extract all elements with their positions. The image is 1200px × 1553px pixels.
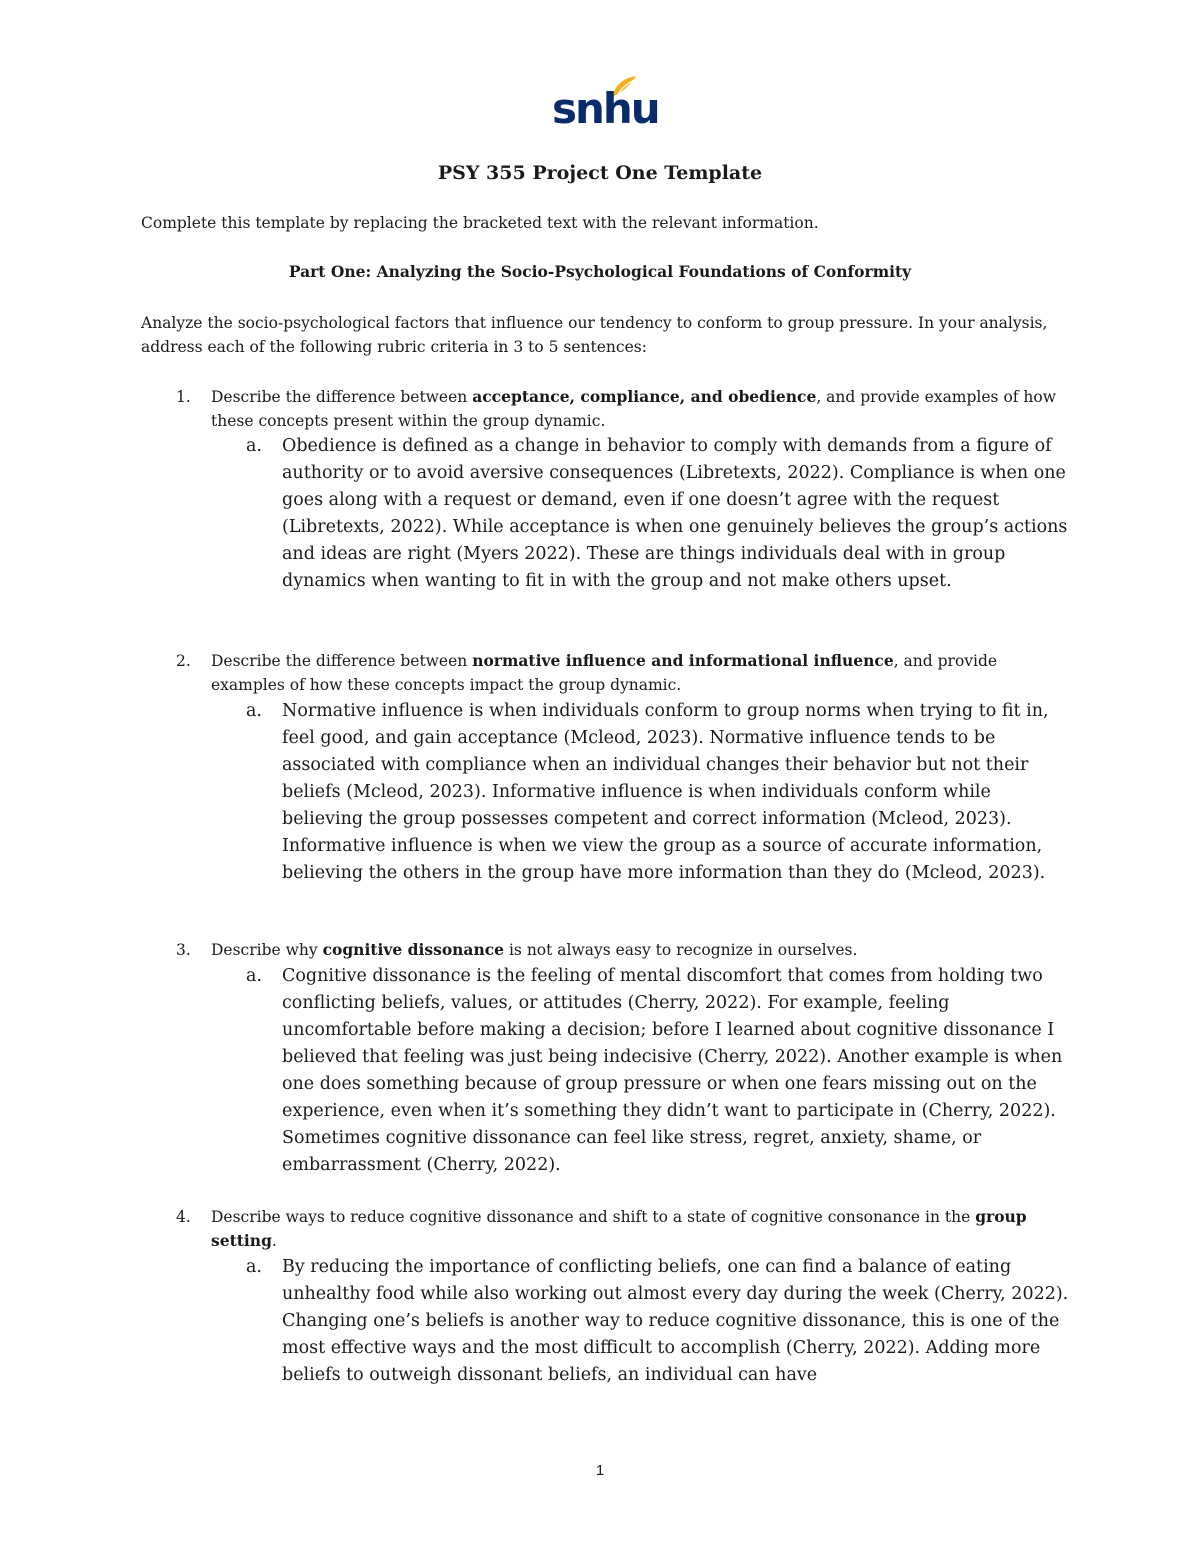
list-item-prompt: Describe ways to reduce cognitive dissonance and shift to a state of cognitive consonance in the group setting. bbox=[211, 1207, 1027, 1250]
item-number: 4. bbox=[176, 1208, 191, 1226]
answer-text: By reducing the importance of conflicting beliefs, one can find a balance of eating unhealthy food while also working out almost every day during the week (Cherry, 2022). Changing one’s beliefs is another way to reduce cognitive dissonance, this is one of the most effective ways and the most difficult to accomplish (Cherry, 2022). Adding more beliefs to outweigh dissonant beliefs, an individual can have bbox=[282, 1257, 1069, 1385]
sub-item-letter: a. bbox=[246, 966, 262, 986]
answer-text: Cognitive dissonance is the feeling of mental discomfort that comes from holding two conflicting beliefs, values, or attitudes (Cherry, 2022). For example, feeling uncomfortable before making a decision; before I learned about cognitive dissonance I believed that feeling was just being indecisive (Cherry, 2022). Another example is when one does something because of group pressure or when one fears missing out on the experience, even when it’s something they didn’t want to participate in (Cherry, 2022). Sometimes cognitive dissonance can feel like stress, regret, anxiety, shame, or embarrassment (Cherry, 2022). bbox=[282, 966, 1063, 1175]
list-item-prompt: Describe the difference between normative influence and informational influence, and provide examples of how these concepts impact the group dynamic. bbox=[211, 651, 998, 694]
instructions: Complete this template by replacing the bracketed text with the relevant information. bbox=[141, 214, 819, 232]
snhu-logo bbox=[552, 74, 659, 134]
logo-text: snhu bbox=[552, 84, 659, 133]
intro-paragraph: Analyze the socio-psychological factors that influence our tendency to conform to group pressure. In your analysis, address each of the following rubric criteria in 3 to 5 sentences: bbox=[141, 314, 1048, 356]
sub-item-letter: a. bbox=[246, 436, 262, 456]
page-title: PSY 355 Project One Template bbox=[437, 162, 763, 184]
page-number: 1 bbox=[595, 1462, 605, 1479]
item-number: 2. bbox=[176, 652, 191, 670]
list-item-prompt: Describe why cognitive dissonance is not always easy to recognize in ourselves. bbox=[211, 940, 858, 959]
answer-text: Normative influence is when individuals conform to group norms when trying to fit in, feel good, and gain acceptance (Mcleod, 2023). Normative influence tends to be associated with compliance when an individual changes their behavior but not their beliefs (Mcleod, 2023). Informative influence is when individuals conform while believing the group possesses competent and correct information (Mcleod, 2023). Informative influence is when we view the group as a source of accurate information, believing the others in the group have more information than they do (Mcleod, 2023). bbox=[282, 701, 1049, 883]
sub-item-letter: a. bbox=[246, 1257, 262, 1277]
part-heading: Part One: Analyzing the Socio-Psychological Foundations of Conformity bbox=[288, 262, 912, 281]
sub-item-letter: a. bbox=[246, 701, 262, 721]
list-item-prompt: Describe the difference between acceptance, compliance, and obedience, and provide examples of how these concepts present within the group dynamic. bbox=[211, 387, 1057, 430]
item-number: 3. bbox=[176, 941, 191, 959]
answer-text: Obedience is defined as a change in behavior to comply with demands from a figure of authority or to avoid aversive consequences (Libretexts, 2022). Compliance is when one goes along with a request or demand, even if one doesn’t agree with the request (Libretexts, 2022). While acceptance is when one genuinely believes the group’s actions and ideas are right (Myers 2022). These are things individuals deal with in group dynamics when wanting to fit in with the group and not make others upset. bbox=[282, 436, 1068, 591]
item-number: 1. bbox=[176, 388, 191, 406]
